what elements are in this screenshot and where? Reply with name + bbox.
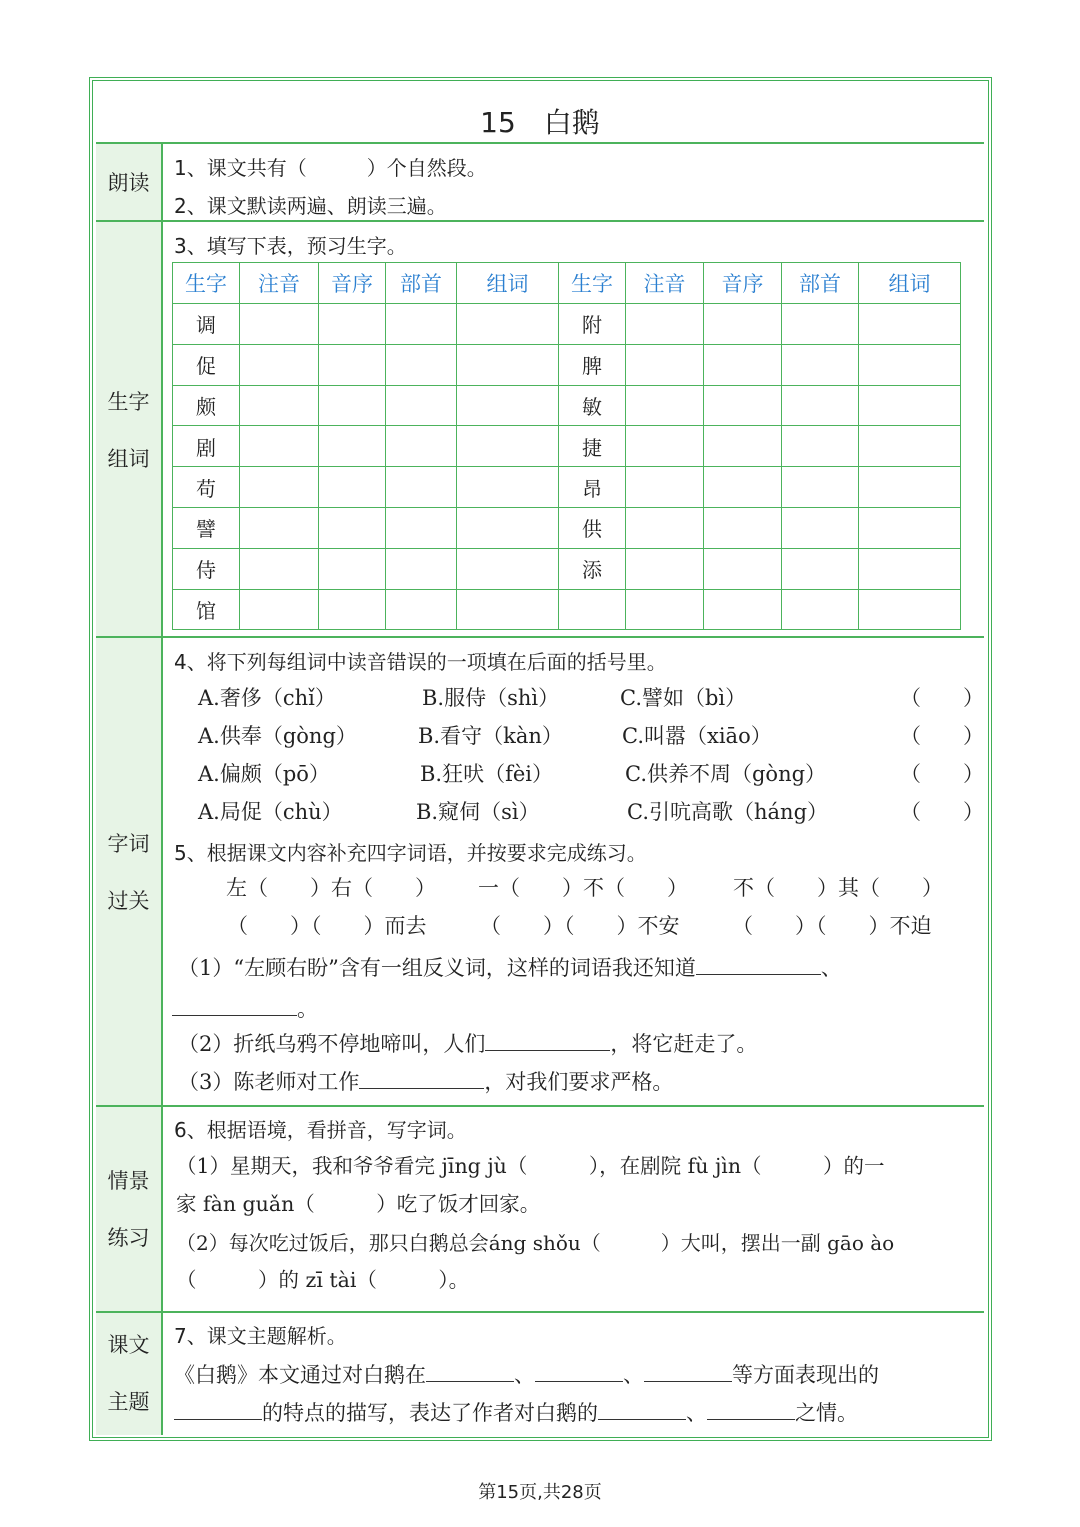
table-row xyxy=(173,344,961,385)
answer-cell[interactable] xyxy=(782,426,859,467)
char-cell: 捷 xyxy=(559,426,626,467)
q4-option-a: A.偏颇（pō） xyxy=(198,762,330,786)
answer-cell[interactable] xyxy=(626,589,704,630)
table-row xyxy=(173,507,961,548)
q5-s1-text: （1）“左顾右盼”含有一组反义词，这样的词语我还知道 xyxy=(178,955,696,980)
q4-answer-bracket[interactable]: （ ） xyxy=(900,686,984,710)
answer-cell[interactable] xyxy=(626,467,704,508)
char-cell: 附 xyxy=(559,304,626,345)
answer-cell[interactable] xyxy=(457,589,559,630)
theme-side xyxy=(96,1313,161,1435)
answer-cell[interactable] xyxy=(319,426,386,467)
q4-answer-bracket[interactable]: （ ） xyxy=(900,724,984,748)
answer-cell[interactable] xyxy=(626,304,704,345)
char-cell: 脾 xyxy=(559,344,626,385)
question-6: 6、根据语境，看拼音，写字词。 xyxy=(174,1118,467,1142)
answer-blank[interactable] xyxy=(598,1400,686,1420)
question-4: 4、将下列每组词中读音错误的一项填在后面的括号里。 xyxy=(174,650,667,674)
answer-cell[interactable] xyxy=(319,589,386,630)
q5-s3-text: （3）陈老师对工作 xyxy=(178,1069,360,1094)
answer-cell[interactable] xyxy=(240,507,319,548)
answer-cell[interactable] xyxy=(859,426,961,467)
answer-cell[interactable] xyxy=(457,304,559,345)
q6-line-1: （1）星期天，我和爷爷看完 jīng jù（ ），在剧院 fù jìn（ ）的一 xyxy=(176,1154,885,1178)
answer-cell[interactable] xyxy=(859,304,961,345)
char-cell: 昂 xyxy=(559,467,626,508)
answer-cell[interactable] xyxy=(704,344,782,385)
answer-cell[interactable] xyxy=(457,344,559,385)
q4-option-a: A.局促（chù） xyxy=(198,800,343,824)
q4-option-c: C.供养不周（gòng） xyxy=(625,762,827,786)
q4-option-a: A.奢侈（chǐ） xyxy=(198,686,336,710)
char-cell: 颇 xyxy=(173,385,240,426)
answer-cell[interactable] xyxy=(240,548,319,589)
answer-cell[interactable] xyxy=(626,385,704,426)
char-cell: 调 xyxy=(173,304,240,345)
q5-sentence-2 xyxy=(178,1031,757,1055)
page-title: 15 白鹅 xyxy=(480,106,600,139)
answer-cell[interactable] xyxy=(782,507,859,548)
table-row xyxy=(173,304,961,345)
answer-cell[interactable] xyxy=(704,467,782,508)
answer-cell[interactable] xyxy=(704,589,782,630)
question-7: 7、课文主题解析。 xyxy=(174,1324,347,1348)
theme-label-1: 课文 xyxy=(107,1333,150,1357)
answer-cell[interactable] xyxy=(782,467,859,508)
char-cell: 添 xyxy=(559,548,626,589)
char-cell: 供 xyxy=(559,507,626,548)
table-row xyxy=(173,467,961,508)
char-cell: 譬 xyxy=(173,507,240,548)
q7-sep: 、 xyxy=(686,1400,707,1425)
question-2: 2、课文默读两遍、朗读三遍。 xyxy=(174,194,447,218)
table-row xyxy=(173,426,961,467)
vocab-label-2: 过关 xyxy=(107,889,150,913)
answer-cell[interactable] xyxy=(859,589,961,630)
words-label-1: 生字 xyxy=(107,390,150,414)
idiom-blank[interactable]: 一（ ）不（ ） xyxy=(478,876,688,900)
table-header-cell: 注音 xyxy=(240,263,319,304)
question-1: 1、课文共有（ ）个自然段。 xyxy=(174,156,487,180)
answer-blank[interactable] xyxy=(535,1362,623,1382)
answer-cell[interactable] xyxy=(782,304,859,345)
context-label-1: 情景 xyxy=(107,1169,150,1193)
idiom-blank[interactable]: （ ）（ ）不迫 xyxy=(732,914,932,938)
q4-answer-bracket[interactable]: （ ） xyxy=(900,762,984,786)
char-cell: 馆 xyxy=(173,589,240,630)
table-row xyxy=(173,589,961,630)
char-cell: 敏 xyxy=(559,385,626,426)
q4-option-b: B.服侍（shì） xyxy=(422,686,560,710)
answer-cell[interactable] xyxy=(457,548,559,589)
answer-cell[interactable] xyxy=(859,344,961,385)
answer-cell[interactable] xyxy=(386,467,457,508)
answer-cell[interactable] xyxy=(386,548,457,589)
answer-cell[interactable] xyxy=(319,467,386,508)
answer-cell[interactable] xyxy=(704,426,782,467)
table-row xyxy=(173,385,961,426)
answer-blank[interactable] xyxy=(174,1400,262,1420)
character-table xyxy=(172,262,961,630)
q7-text: 的特点的描写，表达了作者对白鹅的 xyxy=(262,1400,598,1425)
q5-sentence-1 xyxy=(178,955,842,979)
answer-cell[interactable] xyxy=(626,548,704,589)
q4-option-b: B.窥伺（sì） xyxy=(416,800,540,824)
answer-cell[interactable] xyxy=(386,304,457,345)
q7-sep: 、 xyxy=(514,1362,535,1387)
q5-s2-end: ，将它赶走了。 xyxy=(610,1031,758,1056)
table-header-cell: 组词 xyxy=(457,263,559,304)
answer-cell[interactable] xyxy=(626,344,704,385)
idiom-blank[interactable]: （ ）（ ）而去 xyxy=(227,914,427,938)
answer-cell[interactable] xyxy=(782,548,859,589)
answer-blank[interactable] xyxy=(359,1069,484,1089)
answer-cell[interactable] xyxy=(240,304,319,345)
answer-cell[interactable] xyxy=(319,507,386,548)
answer-cell[interactable] xyxy=(704,507,782,548)
char-cell: 剧 xyxy=(173,426,240,467)
q7-sep: 、 xyxy=(623,1362,644,1387)
reading-label: 朗读 xyxy=(107,171,150,195)
answer-cell[interactable] xyxy=(240,467,319,508)
table-header-cell: 注音 xyxy=(626,263,704,304)
table-header-cell: 生字 xyxy=(559,263,626,304)
q6-line-3: （2）每次吃过饭后，那只白鹅总会áng shǒu（ ）大叫，摆出一副 gāo ào xyxy=(176,1231,895,1255)
answer-blank[interactable] xyxy=(696,955,821,975)
q5-s2-text: （2）折纸乌鸦不停地啼叫，人们 xyxy=(178,1031,486,1056)
table-row xyxy=(173,548,961,589)
answer-cell[interactable] xyxy=(386,385,457,426)
answer-cell[interactable] xyxy=(782,344,859,385)
char-cell: 苟 xyxy=(173,467,240,508)
q6-line-4: （ ）的 zī tài（ ）。 xyxy=(176,1268,470,1292)
q7-line-2 xyxy=(174,1400,858,1424)
answer-cell[interactable] xyxy=(859,507,961,548)
question-5: 5、根据课文内容补充四字词语，并按要求完成练习。 xyxy=(174,841,647,865)
vocab-label-1: 字词 xyxy=(107,832,150,856)
answer-cell[interactable] xyxy=(859,467,961,508)
answer-cell[interactable] xyxy=(782,385,859,426)
q7-text: 之情。 xyxy=(795,1400,858,1425)
q4-option-a: A.供奉（gòng） xyxy=(198,724,357,748)
answer-cell[interactable] xyxy=(240,385,319,426)
char-cell: 侍 xyxy=(173,548,240,589)
idiom-blank[interactable]: 不（ ）其（ ） xyxy=(733,876,943,900)
answer-cell[interactable] xyxy=(782,589,859,630)
answer-cell[interactable] xyxy=(319,548,386,589)
q5-sentence-1-cont xyxy=(172,996,318,1020)
table-header-cell: 部首 xyxy=(386,263,457,304)
idiom-blank[interactable]: 左（ ）右（ ） xyxy=(226,876,436,900)
answer-blank[interactable] xyxy=(426,1362,514,1382)
q7-text: 等方面表现出的 xyxy=(732,1362,879,1387)
answer-cell[interactable] xyxy=(319,344,386,385)
q5-s1-end: 。 xyxy=(297,996,318,1021)
table-header xyxy=(173,263,961,304)
answer-cell[interactable] xyxy=(240,589,319,630)
q6-line-2: 家 fàn guǎn（ ）吃了饭才回家。 xyxy=(176,1192,541,1216)
page-footer: 第15页,共28页 xyxy=(478,1482,602,1503)
column-divider xyxy=(161,144,163,1435)
q7-text: 《白鹅》本文通过对白鹅在 xyxy=(174,1362,426,1387)
question-3: 3、填写下表，预习生字。 xyxy=(174,234,407,258)
q4-option-b: B.看守（kàn） xyxy=(418,724,563,748)
answer-cell[interactable] xyxy=(386,426,457,467)
answer-blank[interactable] xyxy=(172,996,297,1016)
words-label-2: 组词 xyxy=(107,447,150,471)
answer-cell[interactable] xyxy=(457,385,559,426)
idiom-blank[interactable]: （ ）（ ）不安 xyxy=(480,914,680,938)
table-header-cell: 组词 xyxy=(859,263,961,304)
table-header-cell: 音序 xyxy=(319,263,386,304)
q4-option-c: C.叫嚣（xiāo） xyxy=(622,724,772,748)
table-header-cell: 部首 xyxy=(782,263,859,304)
answer-cell[interactable] xyxy=(457,507,559,548)
answer-cell[interactable] xyxy=(626,507,704,548)
answer-cell[interactable] xyxy=(626,426,704,467)
answer-cell[interactable] xyxy=(240,426,319,467)
answer-cell[interactable] xyxy=(859,385,961,426)
answer-blank[interactable] xyxy=(707,1400,795,1420)
answer-cell[interactable] xyxy=(704,385,782,426)
answer-cell[interactable] xyxy=(704,304,782,345)
char-cell: 促 xyxy=(173,344,240,385)
answer-cell[interactable] xyxy=(859,548,961,589)
answer-cell[interactable] xyxy=(240,344,319,385)
answer-cell[interactable] xyxy=(386,589,457,630)
answer-blank[interactable] xyxy=(644,1362,732,1382)
q5-s1-sep: 、 xyxy=(820,955,842,980)
answer-cell[interactable] xyxy=(319,304,386,345)
answer-cell[interactable] xyxy=(704,548,782,589)
q4-option-b: B.狂吠（fèi） xyxy=(420,762,554,786)
answer-cell[interactable] xyxy=(457,426,559,467)
q5-s3-end: ，对我们要求严格。 xyxy=(484,1069,674,1094)
answer-blank[interactable] xyxy=(485,1031,610,1051)
q4-option-c: C.引吭高歌（háng） xyxy=(627,800,829,824)
answer-cell[interactable] xyxy=(386,344,457,385)
table-header-cell: 音序 xyxy=(704,263,782,304)
q5-sentence-3 xyxy=(178,1069,673,1093)
answer-cell[interactable] xyxy=(386,507,457,548)
q4-answer-bracket[interactable]: （ ） xyxy=(900,800,984,824)
table-header-cell: 生字 xyxy=(173,263,240,304)
answer-cell[interactable] xyxy=(457,467,559,508)
char-cell xyxy=(559,589,626,630)
theme-label-2: 主题 xyxy=(107,1390,150,1414)
answer-cell[interactable] xyxy=(319,385,386,426)
context-label-2: 练习 xyxy=(107,1226,150,1250)
q4-option-c: C.譬如（bì） xyxy=(620,686,747,710)
q7-line-1 xyxy=(174,1362,879,1386)
